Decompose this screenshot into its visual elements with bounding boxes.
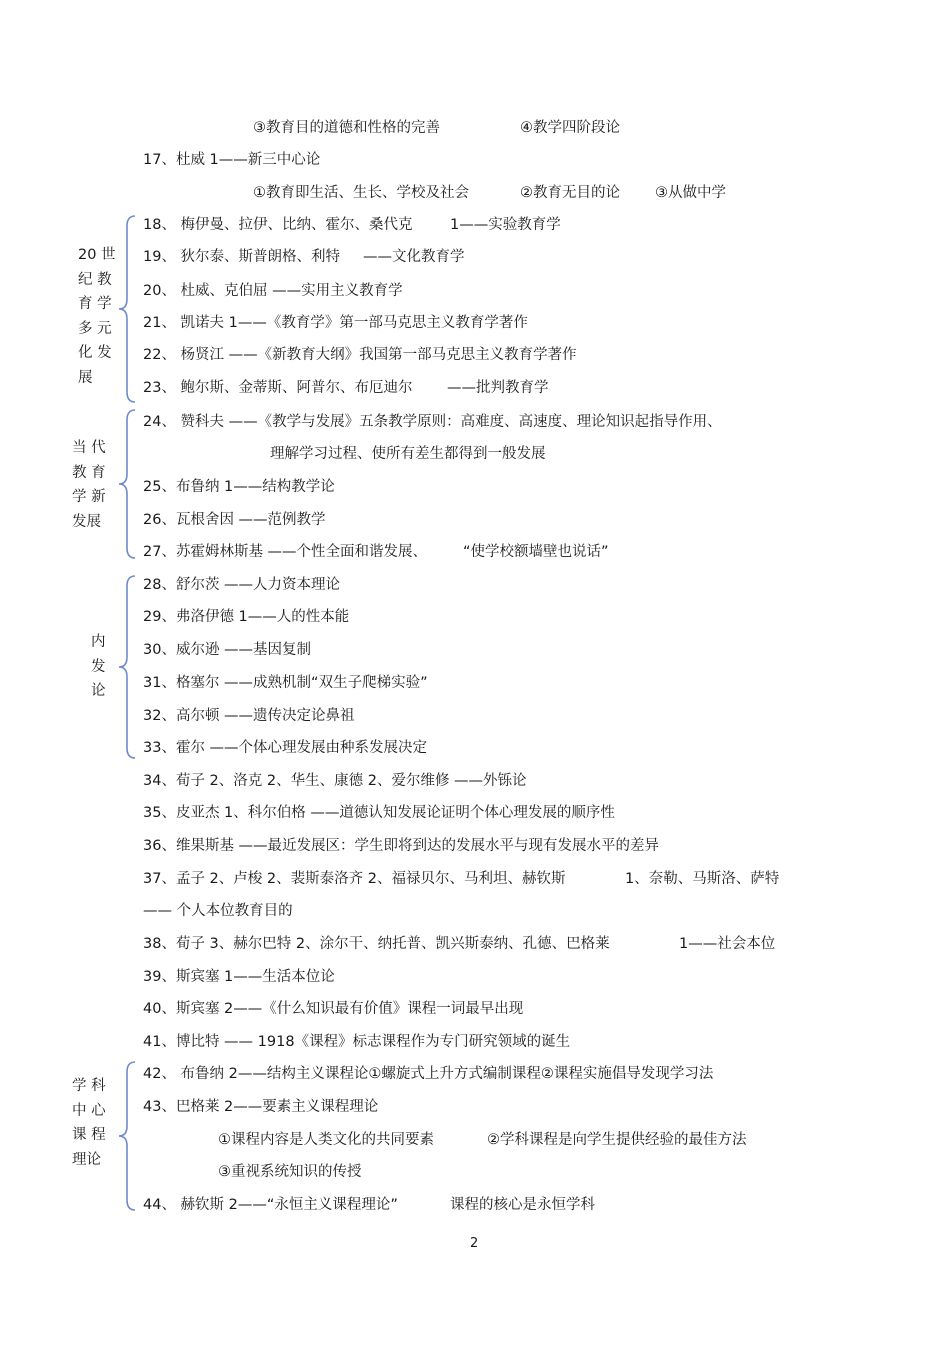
text-segment: 20、 杜威、克伯屈 ——实用主义教育学: [143, 283, 403, 299]
group-label: 内 发 论: [91, 634, 106, 699]
text-segment: 31、格塞尔 ——成熟机制“双生子爬梯实验”: [143, 675, 428, 691]
group-label: 20 世 纪 教 育 学 多 元 化 发 展: [78, 247, 116, 386]
text-segment: 课程的核心是永恒学科: [450, 1197, 595, 1213]
text-segment: —— 个人本位教育目的: [143, 903, 293, 919]
text-segment: 27、苏霍姆林斯基 ——个性全面和谐发展、: [143, 544, 428, 560]
text-segment: 38、荀子 3、赫尔巴特 2、涂尔干、纳托普、凯兴斯泰纳、孔德、巴格莱: [143, 936, 610, 952]
page-number: 2: [470, 1236, 479, 1251]
text-segment: 30、威尔逊 ——基因复制: [143, 642, 312, 658]
text-segment: ——文化教育学: [363, 249, 465, 265]
text-segment: 39、斯宾塞 1——生活本位论: [143, 969, 335, 985]
group-brace: [115, 408, 139, 560]
text-segment: 28、舒尔茨 ——人力资本理论: [143, 577, 341, 593]
text-segment: ③重视系统知识的传授: [218, 1164, 362, 1180]
text-segment: 1——实验教育学: [450, 217, 561, 233]
text-segment: 35、皮亚杰 1、科尔伯格 ——道德认知发展论证明个体心理发展的顺序性: [143, 805, 615, 821]
text-segment: 19、 狄尔泰、斯普朗格、利特: [143, 249, 341, 265]
text-segment: 25、布鲁纳 1——结构教学论: [143, 479, 335, 495]
text-segment: 37、孟子 2、卢梭 2、裴斯泰洛齐 2、福禄贝尔、马利坦、赫钦斯: [143, 871, 566, 887]
text-segment: ①课程内容是人类文化的共同要素: [218, 1132, 434, 1148]
text-segment: 17、杜威 1——新三中心论: [143, 152, 321, 168]
text-segment: 33、霍尔 ——个体心理发展由种系发展决定: [143, 740, 428, 756]
group-brace: [115, 574, 139, 760]
text-segment: 36、维果斯基 ——最近发展区：学生即将到达的发展水平与现有发展水平的差异: [143, 838, 660, 854]
text-segment: ③教育目的道德和性格的完善: [253, 120, 440, 136]
text-segment: 22、 杨贤江 ——《新教育大纲》我国第一部马克思主义教育学著作: [143, 347, 577, 363]
text-segment: 23、 鲍尔斯、金蒂斯、阿普尔、布厄迪尔: [143, 380, 413, 396]
text-segment: 24、 赞科夫 ——《教学与发展》五条教学原则：高难度、高速度、理论知识起指导作用、: [143, 414, 722, 430]
text-segment: 21、 凯诺夫 1——《教育学》第一部马克思主义教育学著作: [143, 315, 528, 331]
group-label: 学 科 中 心 课 程 理论: [72, 1078, 106, 1168]
text-segment: ②教育无目的论: [520, 185, 620, 201]
text-segment: ——批判教育学: [447, 380, 549, 396]
text-segment: ②学科课程是向学生提供经验的最佳方法: [487, 1132, 747, 1148]
group-brace: [115, 1060, 139, 1212]
text-segment: ①教育即生活、生长、学校及社会: [253, 185, 469, 201]
text-segment: 42、 布鲁纳 2——结构主义课程论①螺旋式上升方式编制课程②课程实施倡导发现学习法: [143, 1066, 714, 1082]
text-segment: 1——社会本位: [679, 936, 776, 952]
group-label: 当 代 教 育 学 新 发展: [72, 440, 106, 530]
text-segment: “使学校额墙壁也说话”: [463, 544, 609, 560]
text-segment: 40、斯宾塞 2——《什么知识最有价值》课程一词最早出现: [143, 1001, 524, 1017]
text-segment: 32、高尔顿 ——遗传决定论鼻祖: [143, 708, 355, 724]
text-segment: 29、弗洛伊德 1——人的性本能: [143, 609, 350, 625]
text-segment: ③从做中学: [655, 185, 726, 201]
text-segment: 26、瓦根舍因 ——范例教学: [143, 512, 326, 528]
text-segment: ④教学四阶段论: [520, 120, 620, 136]
text-segment: 34、荀子 2、洛克 2、华生、康德 2、爱尔维修 ——外铄论: [143, 773, 527, 789]
group-brace: [115, 214, 139, 404]
text-segment: 理解学习过程、使所有差生都得到一般发展: [270, 446, 546, 462]
text-segment: 44、 赫钦斯 2——“永恒主义课程理论”: [143, 1197, 398, 1213]
text-segment: 1、奈勒、马斯洛、萨特: [625, 871, 780, 887]
text-segment: 41、博比特 —— 1918《课程》标志课程作为专门研究领域的诞生: [143, 1034, 571, 1050]
text-segment: 43、巴格莱 2——要素主义课程理论: [143, 1099, 379, 1115]
text-segment: 18、 梅伊曼、拉伊、比纳、霍尔、桑代克: [143, 217, 413, 233]
